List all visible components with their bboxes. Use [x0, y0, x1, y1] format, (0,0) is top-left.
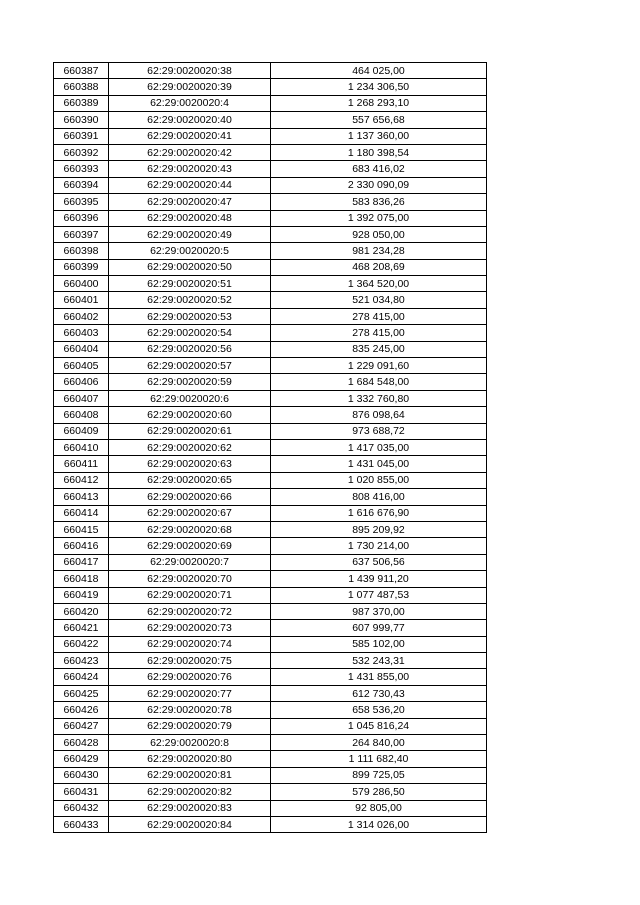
value-cell: 637 506,56 — [271, 554, 487, 570]
table-row — [54, 751, 487, 767]
cadastral-number-cell: 62:29:0020020:5 — [109, 243, 271, 259]
row-number-cell: 660391 — [54, 128, 109, 144]
cadastral-number-cell: 62:29:0020020:80 — [109, 751, 271, 767]
cadastral-number-cell: 62:29:0020020:47 — [109, 194, 271, 210]
value-cell: 278 415,00 — [271, 325, 487, 341]
table-row — [54, 79, 487, 95]
table-row — [54, 603, 487, 619]
value-cell: 899 725,05 — [271, 767, 487, 783]
table-row — [54, 341, 487, 357]
cadastral-number-cell: 62:29:0020020:48 — [109, 210, 271, 226]
value-cell: 1 684 548,00 — [271, 374, 487, 390]
cadastral-number-cell: 62:29:0020020:52 — [109, 292, 271, 308]
table-row — [54, 112, 487, 128]
table-row — [54, 489, 487, 505]
cadastral-number-cell: 62:29:0020020:67 — [109, 505, 271, 521]
cadastral-number-cell: 62:29:0020020:53 — [109, 308, 271, 324]
table-row — [54, 439, 487, 455]
value-cell: 683 416,02 — [271, 161, 487, 177]
cadastral-number-cell: 62:29:0020020:84 — [109, 816, 271, 832]
table-row — [54, 226, 487, 242]
value-cell: 1 020 855,00 — [271, 472, 487, 488]
cadastral-number-cell: 62:29:0020020:71 — [109, 587, 271, 603]
value-cell: 1 730 214,00 — [271, 538, 487, 554]
cadastral-value-table — [53, 62, 487, 833]
cadastral-number-cell: 62:29:0020020:83 — [109, 800, 271, 816]
row-number-cell: 660422 — [54, 636, 109, 652]
cadastral-number-cell: 62:29:0020020:43 — [109, 161, 271, 177]
row-number-cell: 660429 — [54, 751, 109, 767]
row-number-cell: 660417 — [54, 554, 109, 570]
row-number-cell: 660427 — [54, 718, 109, 734]
value-cell: 264 840,00 — [271, 735, 487, 751]
row-number-cell: 660398 — [54, 243, 109, 259]
row-number-cell: 660426 — [54, 702, 109, 718]
row-number-cell: 660393 — [54, 161, 109, 177]
row-number-cell: 660410 — [54, 439, 109, 455]
cadastral-number-cell: 62:29:0020020:57 — [109, 358, 271, 374]
value-cell: 532 243,31 — [271, 653, 487, 669]
row-number-cell: 660412 — [54, 472, 109, 488]
row-number-cell: 660399 — [54, 259, 109, 275]
cadastral-number-cell: 62:29:0020020:44 — [109, 177, 271, 193]
table-row — [54, 554, 487, 570]
row-number-cell: 660430 — [54, 767, 109, 783]
table-row — [54, 243, 487, 259]
cadastral-number-cell: 62:29:0020020:59 — [109, 374, 271, 390]
table-body — [54, 63, 487, 833]
value-cell: 808 416,00 — [271, 489, 487, 505]
row-number-cell: 660395 — [54, 194, 109, 210]
table-row — [54, 128, 487, 144]
cadastral-number-cell: 62:29:0020020:56 — [109, 341, 271, 357]
value-cell: 973 688,72 — [271, 423, 487, 439]
value-cell: 1 439 911,20 — [271, 571, 487, 587]
value-cell: 612 730,43 — [271, 685, 487, 701]
cadastral-number-cell: 62:29:0020020:81 — [109, 767, 271, 783]
value-cell: 658 536,20 — [271, 702, 487, 718]
value-cell: 1 431 855,00 — [271, 669, 487, 685]
table-row — [54, 653, 487, 669]
table-row — [54, 63, 487, 79]
row-number-cell: 660411 — [54, 456, 109, 472]
value-cell: 1 137 360,00 — [271, 128, 487, 144]
cadastral-number-cell: 62:29:0020020:74 — [109, 636, 271, 652]
table-row — [54, 456, 487, 472]
cadastral-number-cell: 62:29:0020020:60 — [109, 407, 271, 423]
value-cell: 1 234 306,50 — [271, 79, 487, 95]
row-number-cell: 660425 — [54, 685, 109, 701]
cadastral-number-cell: 62:29:0020020:63 — [109, 456, 271, 472]
table-row — [54, 292, 487, 308]
table-row — [54, 259, 487, 275]
table-row — [54, 505, 487, 521]
table-row — [54, 358, 487, 374]
value-cell: 2 330 090,09 — [271, 177, 487, 193]
cadastral-number-cell: 62:29:0020020:41 — [109, 128, 271, 144]
cadastral-number-cell: 62:29:0020020:73 — [109, 620, 271, 636]
row-number-cell: 660403 — [54, 325, 109, 341]
cadastral-number-cell: 62:29:0020020:66 — [109, 489, 271, 505]
cadastral-number-cell: 62:29:0020020:42 — [109, 144, 271, 160]
cadastral-number-cell: 62:29:0020020:38 — [109, 63, 271, 79]
table-row — [54, 800, 487, 816]
value-cell: 1 077 487,53 — [271, 587, 487, 603]
value-cell: 1 616 676,90 — [271, 505, 487, 521]
table-row — [54, 210, 487, 226]
value-cell: 278 415,00 — [271, 308, 487, 324]
value-cell: 1 180 398,54 — [271, 144, 487, 160]
cadastral-number-cell: 62:29:0020020:76 — [109, 669, 271, 685]
row-number-cell: 660397 — [54, 226, 109, 242]
row-number-cell: 660401 — [54, 292, 109, 308]
table-row — [54, 144, 487, 160]
cadastral-number-cell: 62:29:0020020:77 — [109, 685, 271, 701]
value-cell: 585 102,00 — [271, 636, 487, 652]
table-row — [54, 636, 487, 652]
table-row — [54, 685, 487, 701]
value-cell: 1 392 075,00 — [271, 210, 487, 226]
value-cell: 521 034,80 — [271, 292, 487, 308]
value-cell: 607 999,77 — [271, 620, 487, 636]
table-row — [54, 718, 487, 734]
value-cell: 895 209,92 — [271, 521, 487, 537]
row-number-cell: 660406 — [54, 374, 109, 390]
value-cell: 557 656,68 — [271, 112, 487, 128]
table-row — [54, 194, 487, 210]
row-number-cell: 660421 — [54, 620, 109, 636]
row-number-cell: 660433 — [54, 816, 109, 832]
value-cell: 1 332 760,80 — [271, 390, 487, 406]
row-number-cell: 660423 — [54, 653, 109, 669]
value-cell: 583 836,26 — [271, 194, 487, 210]
row-number-cell: 660396 — [54, 210, 109, 226]
cadastral-number-cell: 62:29:0020020:78 — [109, 702, 271, 718]
table-row — [54, 735, 487, 751]
value-cell: 92 805,00 — [271, 800, 487, 816]
table-row — [54, 669, 487, 685]
cadastral-number-cell: 62:29:0020020:62 — [109, 439, 271, 455]
row-number-cell: 660389 — [54, 95, 109, 111]
value-cell: 928 050,00 — [271, 226, 487, 242]
cadastral-number-cell: 62:29:0020020:54 — [109, 325, 271, 341]
value-cell: 1 111 682,40 — [271, 751, 487, 767]
cadastral-number-cell: 62:29:0020020:4 — [109, 95, 271, 111]
table-row — [54, 308, 487, 324]
table-row — [54, 702, 487, 718]
cadastral-number-cell: 62:29:0020020:8 — [109, 735, 271, 751]
table-row — [54, 390, 487, 406]
cadastral-number-cell: 62:29:0020020:50 — [109, 259, 271, 275]
row-number-cell: 660419 — [54, 587, 109, 603]
row-number-cell: 660414 — [54, 505, 109, 521]
row-number-cell: 660415 — [54, 521, 109, 537]
row-number-cell: 660408 — [54, 407, 109, 423]
table-row — [54, 276, 487, 292]
row-number-cell: 660387 — [54, 63, 109, 79]
value-cell: 981 234,28 — [271, 243, 487, 259]
cadastral-number-cell: 62:29:0020020:6 — [109, 390, 271, 406]
value-cell: 1 431 045,00 — [271, 456, 487, 472]
value-cell: 835 245,00 — [271, 341, 487, 357]
cadastral-number-cell: 62:29:0020020:70 — [109, 571, 271, 587]
value-cell: 1 417 035,00 — [271, 439, 487, 455]
table-row — [54, 472, 487, 488]
row-number-cell: 660405 — [54, 358, 109, 374]
row-number-cell: 660404 — [54, 341, 109, 357]
cadastral-number-cell: 62:29:0020020:69 — [109, 538, 271, 554]
cadastral-number-cell: 62:29:0020020:49 — [109, 226, 271, 242]
row-number-cell: 660400 — [54, 276, 109, 292]
table-row — [54, 423, 487, 439]
table-row — [54, 538, 487, 554]
value-cell: 464 025,00 — [271, 63, 487, 79]
table-row — [54, 374, 487, 390]
value-cell: 1 229 091,60 — [271, 358, 487, 374]
table-row — [54, 620, 487, 636]
cadastral-number-cell: 62:29:0020020:40 — [109, 112, 271, 128]
table-row — [54, 407, 487, 423]
row-number-cell: 660390 — [54, 112, 109, 128]
row-number-cell: 660424 — [54, 669, 109, 685]
cadastral-number-cell: 62:29:0020020:72 — [109, 603, 271, 619]
table-row — [54, 95, 487, 111]
row-number-cell: 660432 — [54, 800, 109, 816]
row-number-cell: 660407 — [54, 390, 109, 406]
row-number-cell: 660394 — [54, 177, 109, 193]
row-number-cell: 660428 — [54, 735, 109, 751]
table-row — [54, 816, 487, 832]
value-cell: 1 314 026,00 — [271, 816, 487, 832]
row-number-cell: 660392 — [54, 144, 109, 160]
value-cell: 1 364 520,00 — [271, 276, 487, 292]
value-cell: 987 370,00 — [271, 603, 487, 619]
row-number-cell: 660431 — [54, 784, 109, 800]
cadastral-number-cell: 62:29:0020020:68 — [109, 521, 271, 537]
cadastral-number-cell: 62:29:0020020:51 — [109, 276, 271, 292]
row-number-cell: 660409 — [54, 423, 109, 439]
table-row — [54, 161, 487, 177]
row-number-cell: 660388 — [54, 79, 109, 95]
row-number-cell: 660418 — [54, 571, 109, 587]
table-row — [54, 325, 487, 341]
cadastral-number-cell: 62:29:0020020:61 — [109, 423, 271, 439]
value-cell: 1 268 293,10 — [271, 95, 487, 111]
table-row — [54, 767, 487, 783]
table-row — [54, 571, 487, 587]
value-cell: 579 286,50 — [271, 784, 487, 800]
value-cell: 876 098,64 — [271, 407, 487, 423]
cadastral-number-cell: 62:29:0020020:75 — [109, 653, 271, 669]
table-row — [54, 587, 487, 603]
cadastral-number-cell: 62:29:0020020:7 — [109, 554, 271, 570]
cadastral-number-cell: 62:29:0020020:79 — [109, 718, 271, 734]
value-cell: 468 208,69 — [271, 259, 487, 275]
row-number-cell: 660402 — [54, 308, 109, 324]
table-row — [54, 784, 487, 800]
table-row — [54, 177, 487, 193]
cadastral-number-cell: 62:29:0020020:39 — [109, 79, 271, 95]
row-number-cell: 660420 — [54, 603, 109, 619]
table-row — [54, 521, 487, 537]
cadastral-number-cell: 62:29:0020020:82 — [109, 784, 271, 800]
cadastral-number-cell: 62:29:0020020:65 — [109, 472, 271, 488]
value-cell: 1 045 816,24 — [271, 718, 487, 734]
row-number-cell: 660416 — [54, 538, 109, 554]
row-number-cell: 660413 — [54, 489, 109, 505]
